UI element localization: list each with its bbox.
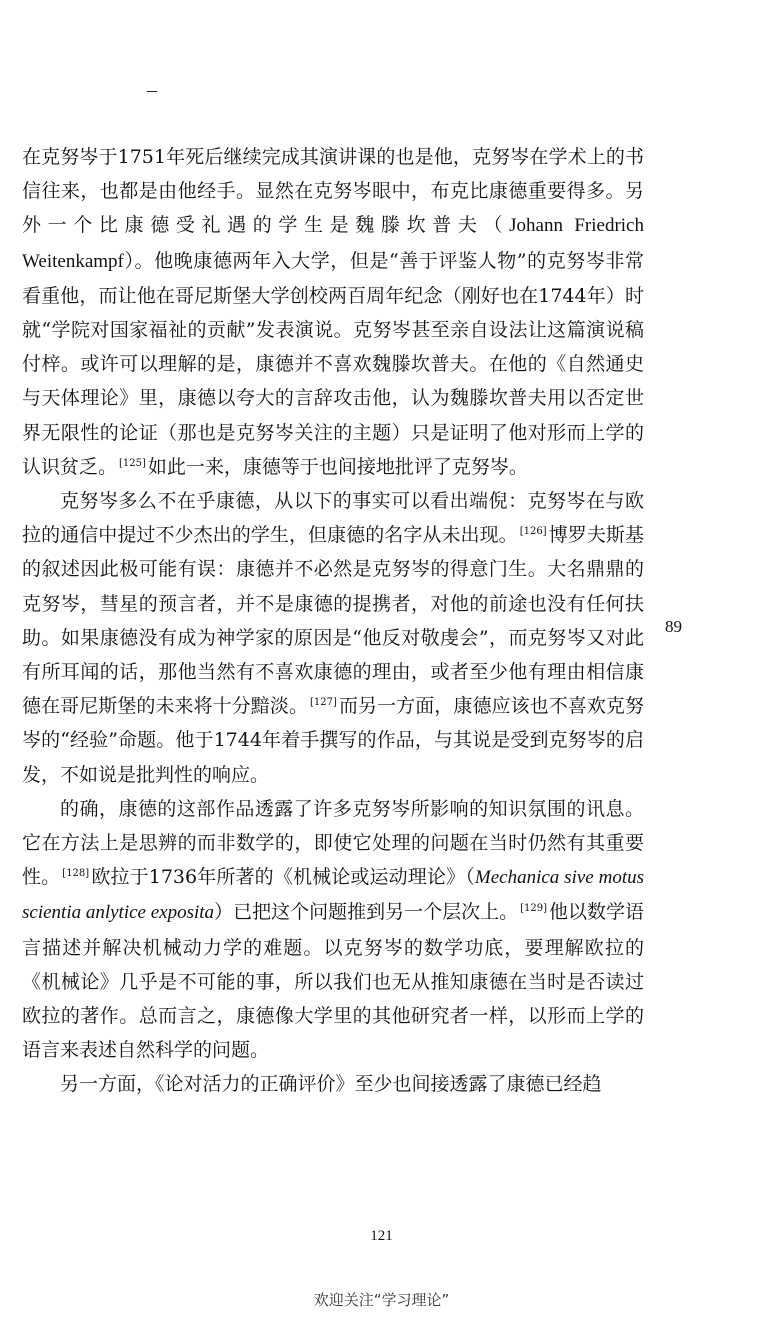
latin-title: Mechanica sive motus scientia anlytice exposita: [22, 867, 644, 924]
paragraph-3: [22, 792, 644, 1068]
citation-marker: [129]: [520, 903, 547, 915]
citation-marker: [128]: [62, 867, 90, 879]
header-dash: [147, 91, 157, 92]
page-number: 121: [370, 1228, 393, 1244]
text-run: 欧拉于1736年所著的《机械论或运动理论》（: [91, 866, 475, 889]
paragraph-1: [22, 140, 644, 484]
paragraph-4: [22, 1067, 644, 1101]
text-run: 博罗夫斯基的叙述因此极可能有误：康德并不必然是克努岑的得意门生。大名鼎鼎的克努岑，彗星的预言者，并不是康德的提携者，对他的前途也没有任何扶助。如果康德没有成为神学家的原因是“他反对敬虔会”，而克努岑又对此有所耳闻的话，那他当然有不喜欢康德的理由，或者至少他有理由相信康德在哥尼斯堡的未来将十分黯淡。: [22, 524, 644, 718]
text-run: 的确，康德的这部作品透露了许多克努岑所影响的知识氛围的讯息。它在方法上是思辨的而非数学的，即使它处理的问题在当时仍然有其重要性。: [22, 797, 644, 889]
footer-note: 欢迎关注“学习理论”: [313, 1291, 450, 1309]
citation-marker: [127]: [310, 696, 337, 708]
text-run: 在克努岑于1751年死后继续完成其演讲课的也是他，克努岑在学术上的书信往来，也都是由他经手。显然在克努岑眼中，布克比康德重要得多。另外一个比康德受礼遇的学生是魏滕坎普夫（: [22, 146, 644, 237]
text-run: 另一方面，《论对活力的正确评价》至少也间接透露了康德已经趋: [60, 1073, 602, 1096]
text-run: 如此一来，康德等于也间接地批评了克努岑。: [147, 455, 528, 478]
text-run: ）已把这个问题推到另一个层次上。: [214, 901, 519, 924]
text-run: 克努岑多么不在乎康德，从以下的事实可以看出端倪：克努岑在与欧拉的通信中提过不少杰出的学生，但康德的名字从未出现。: [22, 490, 644, 547]
text-run: ）。他晚康德两年入大学，但是“善于评鉴人物”的克努岑非常看重他，而让他在哥尼斯堡大学创校两百周年纪念（刚好也在1744年）时就“学院对国家福祉的贡献”发表演说。克努岑甚至亲自设法让这篇演说稿付梓。或许可以理解的是，康德并不喜欢魏滕坎普夫。在他的《自然通史与天体理论》里，康德以夸大的言辞攻击他，认为魏滕坎普夫用以否定世界无限性的论证（那也是克努岑关注的主题）只是证明了他对形而上学的认识贫乏。: [22, 249, 644, 478]
latin-name: Johann Friedrich Weitenkampf: [22, 215, 644, 272]
body-text: [22, 140, 644, 1102]
citation-marker: [126]: [519, 525, 547, 537]
paragraph-2: [22, 484, 644, 792]
text-run: 而另一方面，康德应该也不喜欢克努岑的“经验”命题。他于1744年着手撰写的作品，与其说是受到克努岑的启发，不如说是批判性的响应。: [22, 695, 644, 786]
margin-page-number: 89: [665, 617, 682, 636]
text-run: 他以数学语言描述并解决机械动力学的难题。以克努岑的数学功底，要理解欧拉的《机械论》几乎是不可能的事，所以我们也无从推知康德在当时是否读过欧拉的著作。总而言之，康德像大学里的其他研究者一样，以形而上学的语言来表述自然科学的问题。: [22, 901, 644, 1062]
citation-marker: [125]: [119, 457, 146, 469]
